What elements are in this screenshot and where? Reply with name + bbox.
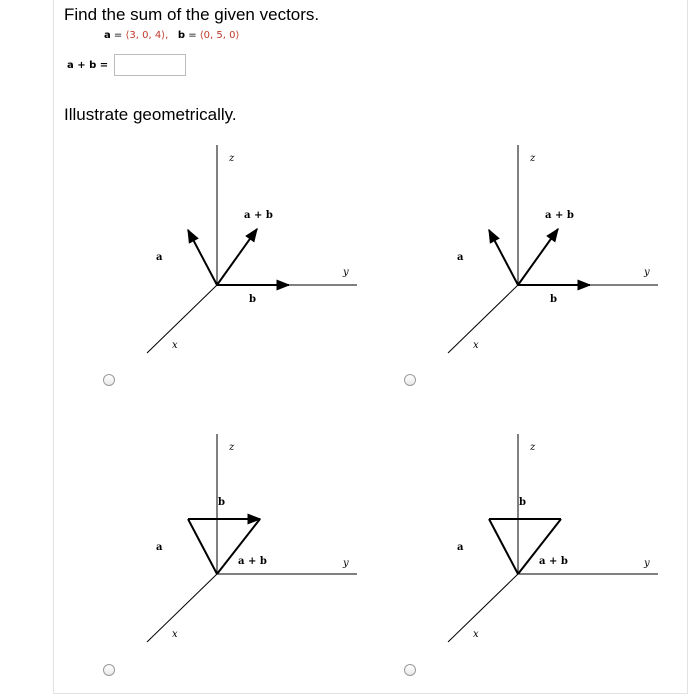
- x-axis: [448, 574, 518, 642]
- b-label: b: [519, 497, 526, 508]
- x-axis: [147, 574, 217, 642]
- a-label: a: [457, 542, 464, 553]
- sum-label: a + b =: [67, 59, 109, 71]
- equals-sign: =: [185, 30, 200, 41]
- option-2-radio[interactable]: [404, 374, 416, 386]
- y-label: y: [644, 558, 650, 569]
- x-label: x: [473, 629, 479, 640]
- y-label: y: [343, 267, 349, 278]
- option-3-radio[interactable]: [103, 664, 115, 676]
- b-label: b: [550, 294, 557, 305]
- y-label: y: [343, 558, 349, 569]
- z-label: z: [229, 153, 235, 164]
- a-label: a: [156, 252, 163, 263]
- vector-a-line: [188, 519, 217, 574]
- question-prompt: Find the sum of the given vectors.: [64, 5, 320, 24]
- vector-a-arrow: [489, 230, 518, 285]
- option-4-diagram: [448, 434, 658, 642]
- option-3-diagram: [147, 434, 357, 642]
- x-label: x: [172, 340, 178, 351]
- option-4-radio[interactable]: [404, 664, 416, 676]
- sum-label: a + b: [244, 210, 273, 221]
- option-2-diagram: [448, 145, 658, 353]
- vector-b-value: ⟨0, 5, 0⟩: [199, 30, 240, 41]
- vector-sum-arrow: [518, 229, 558, 285]
- y-label: y: [644, 267, 650, 278]
- option-1-diagram: [147, 145, 357, 353]
- vector-a-line: [489, 519, 518, 574]
- sum-label: a + b: [539, 556, 568, 567]
- vector-a-value: ⟨3, 0, 4⟩,: [125, 30, 169, 41]
- z-label: z: [229, 442, 235, 453]
- a-label: a: [457, 252, 464, 263]
- equals-sign: =: [110, 30, 126, 41]
- b-label: b: [249, 294, 256, 305]
- sum-label: a + b: [238, 556, 267, 567]
- option-1-radio[interactable]: [103, 374, 115, 386]
- vector-a-arrow: [188, 230, 217, 285]
- x-label: x: [172, 629, 178, 640]
- x-axis: [147, 285, 217, 353]
- z-label: z: [530, 442, 536, 453]
- vector-b-name: b: [177, 30, 186, 41]
- x-axis: [448, 285, 518, 353]
- vector-sum-arrow: [217, 229, 257, 285]
- a-label: a: [156, 542, 163, 553]
- vector-a-name: a: [104, 30, 111, 41]
- b-label: b: [218, 497, 225, 508]
- x-label: x: [473, 340, 479, 351]
- z-label: z: [530, 153, 536, 164]
- sum-label: a + b: [545, 210, 574, 221]
- illustrate-heading: Illustrate geometrically.: [64, 105, 237, 124]
